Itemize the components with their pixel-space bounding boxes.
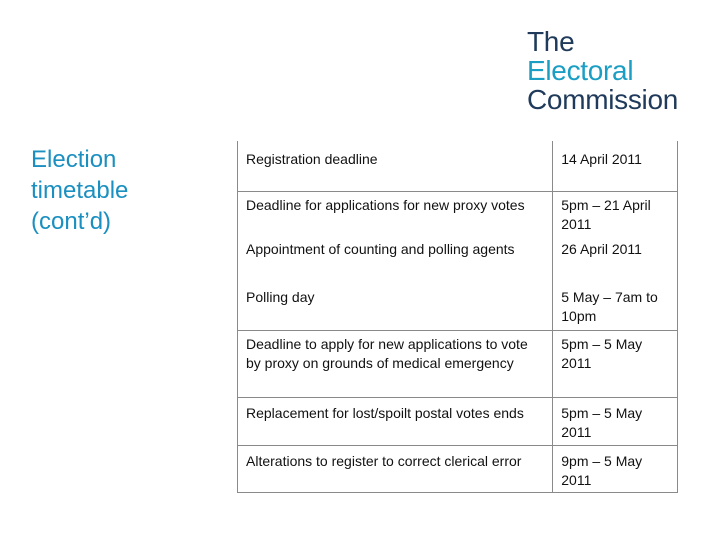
table-row xyxy=(238,397,678,445)
table-row xyxy=(238,445,678,492)
event-cell: Polling day xyxy=(238,283,553,330)
date-cell: 26 April 2011 xyxy=(553,237,678,283)
electoral-commission-logo xyxy=(527,27,678,114)
event-cell: Appointment of counting and polling agents xyxy=(238,237,553,283)
title-line-1: Election xyxy=(31,146,117,173)
event-cell: Deadline for applications for new proxy votes xyxy=(238,191,553,237)
table-row xyxy=(238,330,678,397)
table-row xyxy=(238,191,678,237)
table-row xyxy=(238,141,678,191)
slide-title xyxy=(31,144,128,237)
event-cell: Deadline to apply for new applications to vote by proxy on grounds of medical emergency xyxy=(238,330,553,397)
event-cell: Registration deadline xyxy=(238,141,553,191)
title-line-2: timetable xyxy=(31,177,129,204)
event-cell: Replacement for lost/spoilt postal votes ends xyxy=(238,397,553,445)
date-cell: 5 May – 7am to 10pm xyxy=(553,283,678,330)
date-cell: 5pm – 5 May 2011 xyxy=(553,330,678,397)
table-row xyxy=(238,237,678,283)
date-cell: 14 April 2011 xyxy=(553,141,678,191)
date-cell: 9pm – 5 May 2011 xyxy=(553,445,678,492)
election-timetable xyxy=(237,141,678,493)
event-cell: Alterations to register to correct clerical error xyxy=(238,445,553,492)
title-line-3: (cont’d) xyxy=(31,208,112,235)
date-cell: 5pm – 5 May 2011 xyxy=(553,397,678,445)
table-row xyxy=(238,283,678,330)
date-cell: 5pm – 21 April 2011 xyxy=(553,191,678,237)
logo-line-the: The xyxy=(527,26,575,57)
logo-line-electoral: Electoral xyxy=(527,55,634,86)
logo-line-commission: Commission xyxy=(527,84,679,115)
